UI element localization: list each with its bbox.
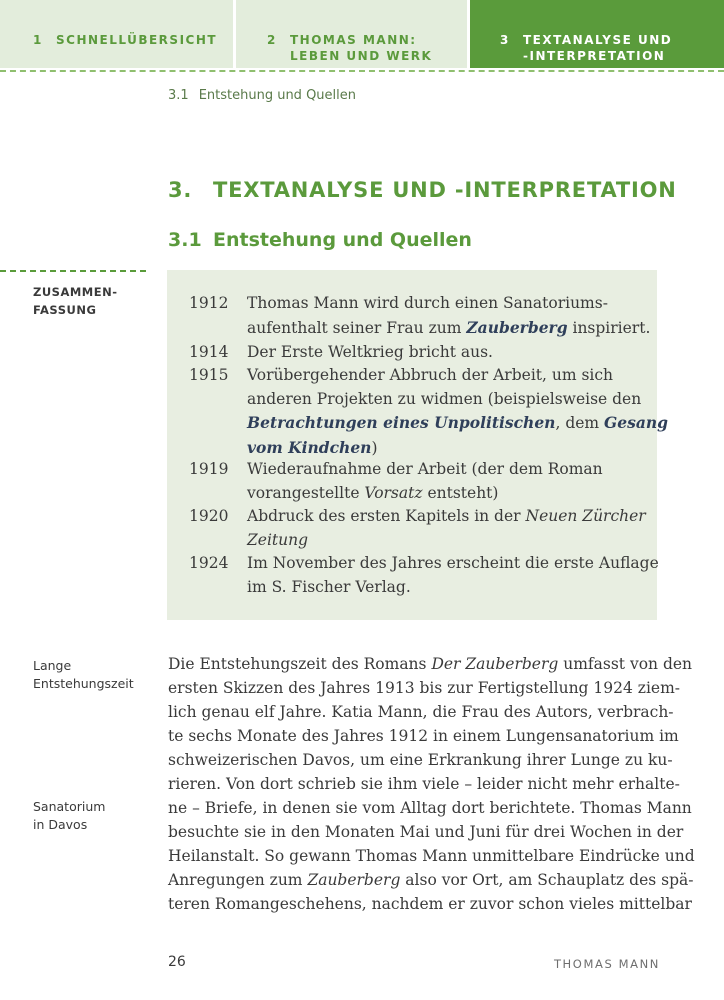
tab-number: 2 — [267, 33, 277, 47]
tab-divider — [0, 70, 724, 72]
tab-label — [56, 32, 217, 48]
chronology-year: 1920 — [189, 507, 229, 525]
section-heading — [168, 229, 472, 251]
tab-leben-und-werk[interactable] — [236, 0, 467, 68]
chapter-tabs — [0, 0, 724, 68]
breadcrumb-text: Entstehung und Quellen — [198, 88, 357, 103]
tab-label-line: TEXTANALYSE UND — [523, 33, 673, 47]
chronology-year: 1915 — [189, 366, 229, 384]
page-number: 26 — [168, 954, 186, 970]
tab-textanalyse-active[interactable] — [470, 0, 724, 68]
chronology-text: Thomas Mann wird durch einen Sanatoriums- aufenthalt seiner Frau zum Zauberberg inspiriert. — [247, 294, 651, 337]
chronology-text: Im November des Jahres erscheint die erste Auflage im S. Fischer Verlag. — [247, 554, 659, 596]
tab-label-line: SCHNELLÜBERSICHT — [56, 33, 218, 47]
margin-label-lange: Lange Entstehungszeit — [33, 658, 134, 691]
chronology-year: 1912 — [189, 294, 229, 312]
breadcrumb-number: 3.1 — [168, 88, 189, 103]
tab-label — [523, 32, 672, 64]
chronology-text: Der Erste Weltkrieg bricht aus. — [247, 343, 493, 361]
tab-label-line: THOMAS MANN: — [290, 33, 417, 47]
tab-number: 1 — [33, 33, 43, 47]
summary-box — [167, 270, 669, 620]
tab-schnelluebersicht[interactable] — [0, 0, 233, 68]
breadcrumb — [168, 88, 356, 103]
tab-number: 3 — [500, 33, 510, 47]
chronology-text: Vorübergehender Abbruch der Arbeit, um sich anderen Projekten zu widmen (beispielsweise den Betrachtungen eines Unpolitischen, dem Gesang vom Kindchen) — [247, 366, 669, 457]
tab-label — [290, 32, 432, 64]
section-title: Entstehung und Quellen — [213, 229, 472, 251]
margin-label-sanatorium: Sanatorium in Davos — [33, 799, 106, 832]
chapter-number: 3. — [168, 178, 193, 202]
running-footer-author: THOMAS MANN — [553, 957, 660, 971]
chronology-year: 1919 — [189, 460, 229, 478]
chapter-title: TEXTANALYSE UND -INTERPRETATION — [213, 178, 677, 202]
chronology-year: 1914 — [189, 343, 229, 361]
chronology-year: 1924 — [189, 554, 229, 572]
tab-label-line: -INTERPRETATION — [523, 49, 666, 63]
tab-label-line: LEBEN UND WERK — [290, 49, 433, 63]
margin-divider — [0, 270, 146, 272]
chronology-text: Abdruck des ersten Kapitels in der Neuen Zürcher Zeitung — [247, 507, 646, 549]
section-number: 3.1 — [168, 229, 202, 251]
body-paragraph: Die Entstehungszeit des Romans Der Zauberberg umfasst von den ersten Skizzen des Jahres 1913 bis zur Fertigstellung 1924 ziem- lich genau elf Jahre. Katia Mann, die Frau des Autors, verbrach- te sechs Monate des Jahres 1912 in einem Lungensanatorium im schweizerischen Davos, um eine Erkrankung ihrer Lunge zu ku- rieren. Von dort schrieb sie ihm viele – leider nicht mehr erhalte- ne – Briefe, in denen sie vom Alltag dort berichtete. Thomas Mann besuchte sie in den Monaten Mai und Juni für drei Wochen in der Heilanstalt. So gewann Thomas Mann unmittelbare Eindrücke und Anregungen zum Zauberberg also vor Ort, am Schauplatz des spä- teren Romangeschehens, nachdem er zuvor schon vieles mittelbar — [168, 655, 695, 913]
chapter-heading — [168, 178, 677, 202]
margin-label-summary: ZUSAMMEN- FASSUNG — [33, 285, 118, 317]
chronology-text: Wiederaufnahme der Arbeit (der dem Roman vorangestellte Vorsatz entsteht) — [247, 460, 603, 502]
